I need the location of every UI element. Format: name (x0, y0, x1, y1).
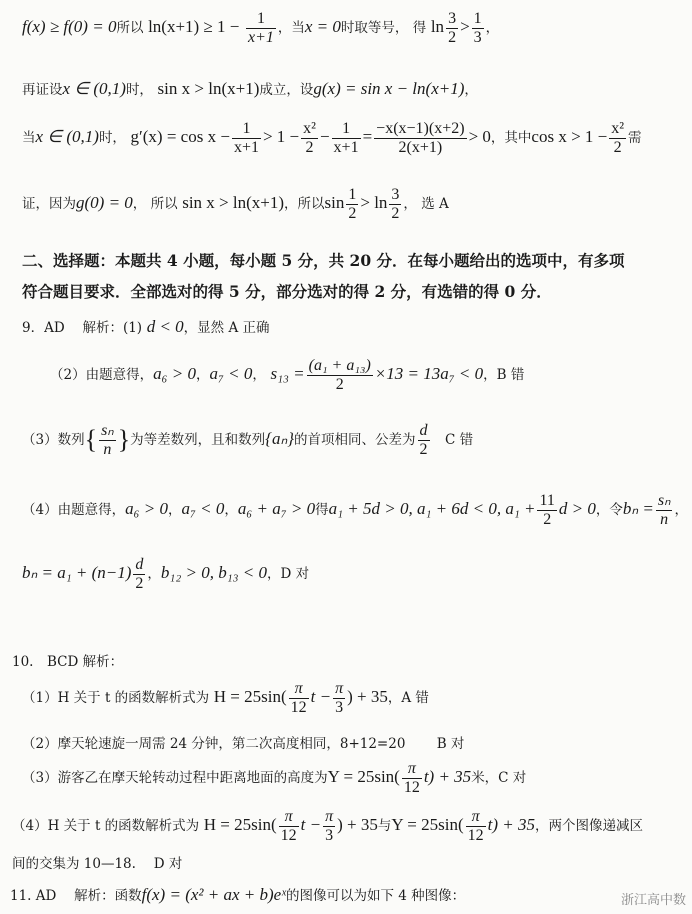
q9-line-b: （2）由题意得，a₆ > 0，a₇ < 0， s₁₃ = $\frac{\text{(a₁ + a₁₃)}}{2}$ ×13 = 13a₇ < 0，B 错 (50, 357, 525, 393)
q10-line-d: （4）H 关于 t 的函数解析式为 H = 25sin( $\frac{\pi}{12}$ t − $\frac{\pi}{3}$ ) + 35与Y = 25sin( $\frac{\pi}{12}$ t) + 35，两个图像递减区 (12, 808, 643, 844)
q10-line-b: （2）摩天轮速旋一周需 24 分钟，第二次高度相同，8+12=20 B 对 (22, 736, 465, 752)
line-3: 当x ∈ (0,1)时， g′(x) = cos x − $\frac{1}{x+1}$ > 1 − $\frac{\text{x²}}{2}$ − $\frac{1}{x+1}$ = $\frac{-x(x-1)(x+2)}{2(x+1)}$ > 0，其中cos x > 1 − $\frac{\text{x²}}{2}$ 需 (22, 120, 642, 156)
q9-line-e: bₙ = a₁ + (n−1) $\frac{d}{2}$ ，b₁₂ > 0, b₁₃ < 0，D 对 (22, 556, 310, 592)
q9-line-a: 9．AD 解析：(1) d < 0，显然 A 正确 (22, 317, 270, 336)
fraction: $\frac{3}{2}$ (448, 10, 457, 46)
q10-line-e: 间的交集为 10—18. D 对 (12, 856, 183, 872)
line-2: 再证设x ∈ (0,1)时， sin x > ln(x+1)成立，设g(x) = sin x − ln(x+1)， (22, 79, 478, 98)
section-heading-2: 符合题目要求．全部选对的得 5 分，部分选对的得 2 分，有选错的得 0 分． (22, 282, 552, 301)
fraction: $\frac{1}{x+1}$ (247, 10, 274, 46)
line-1: f(x) ≥ f(0) = 0所以 ln(x+1) ≥ 1 − $\frac{1}{x+1}$ ，当x = 0时取等号， 得 ln $\frac{3}{2}$ > $\frac{1}{3}$ ， (22, 10, 500, 46)
q9-line-d: （4）由题意得，a₆ > 0，a₇ < 0，a₆ + a₇ > 0得a₁ + 5d > 0, a₁ + 6d < 0, a₁ + $\frac{11}{2}$ d > 0，令bₙ = $\frac{\text{sₙ}}{n}$ ， (22, 492, 688, 528)
q11-line: 11. AD 解析：函数f(x) = (x² + ax + b)eˣ的图像可以为如下 4 种图像： (10, 885, 466, 904)
fraction: $\frac{1}{3}$ (473, 10, 482, 46)
section-heading-1: 二、选择题：本题共 4 小题，每小题 5 分，共 20 分．在每小题给出的选项中，有多项 (22, 251, 625, 270)
q10-line-a: （1）H 关于 t 的函数解析式为 H = 25sin( $\frac{\pi}{12}$ t − $\frac{\pi}{3}$ ) + 35，A 错 (22, 680, 429, 716)
line-4: 证，因为g(0) = 0， 所以 sin x > ln(x+1)，所以sin $\frac{1}{2}$ > ln $\frac{3}{2}$ ， 选 A (22, 186, 449, 222)
q10-head: 10. BCD 解析： (12, 654, 124, 670)
q10-line-c: （3）游客乙在摩天轮转动过程中距离地面的高度为Y = 25sin( $\frac{\pi}{12}$ t) + 35米，C 对 (22, 760, 527, 796)
q9-line-c: （3）数列{ $\frac{\text{sₙ}}{n}$ }为等差数列，且和数列{aₙ}的首项相同、公差为 $\frac{d}{2}$ C 错 (22, 422, 474, 458)
watermark: 浙江高中数 (620, 893, 686, 908)
